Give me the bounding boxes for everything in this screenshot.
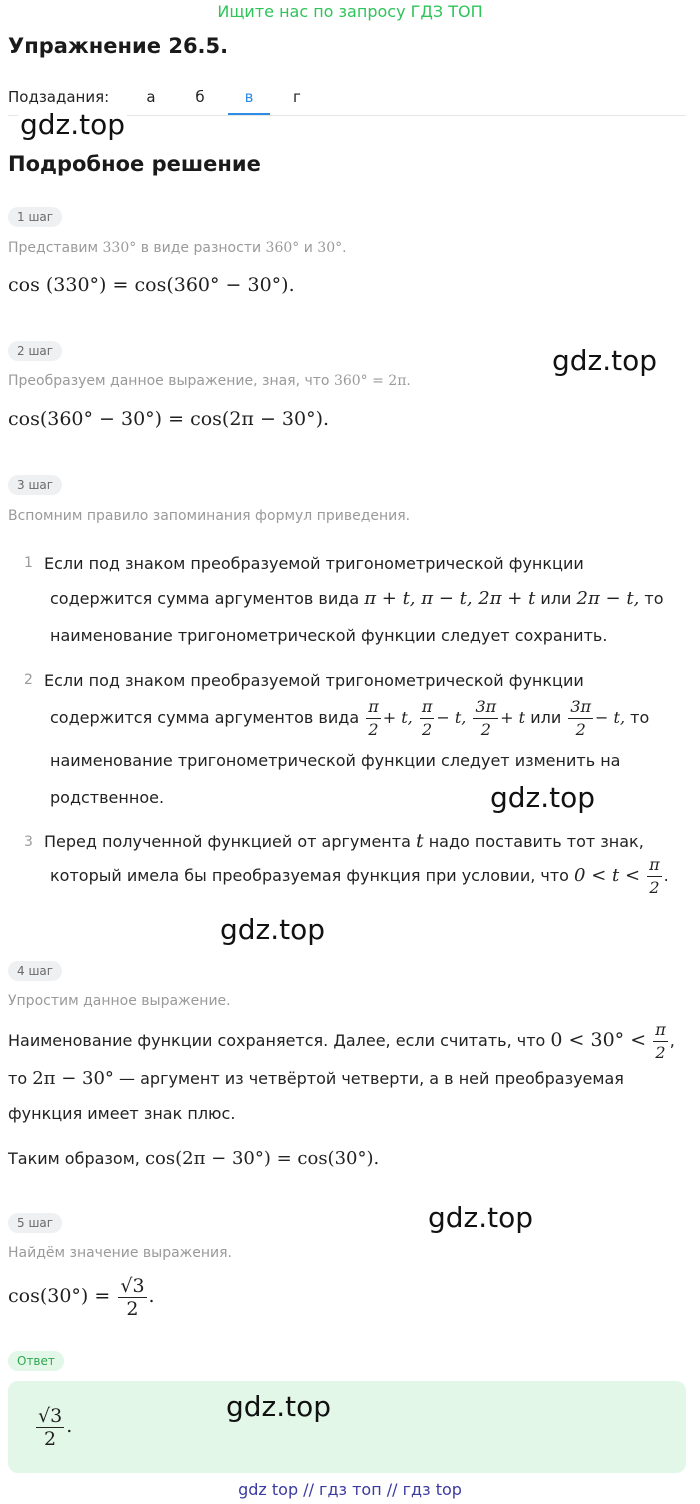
footer-links[interactable]: gdz top // гдз топ // гдз top [238,1480,462,1499]
rule-math: + t, [382,708,413,727]
page-title: Упражнение 26.5. [8,34,229,58]
hint-math: 360° = 2π. [333,373,411,389]
watermark: gdz.top [220,913,326,946]
solution-text: функция имеет знак плюс. [8,1104,236,1123]
rule-text: который имела бы преобразуемая функция при условии, что 0 < t < $\frac{\pi}{2}$ . [50,855,669,897]
rule-text: наименование тригонометрической функции следует изменить на [50,751,621,770]
formula-eq: = [112,274,129,296]
tab-b[interactable]: б [195,88,205,106]
step-hint: Упростим данное выражение. [8,993,231,1009]
promo-banner[interactable]: Ищите нас по запросу ГДЗ ТОП [217,2,483,21]
formula-line: cos(30°) = $\frac{√3}{2}$ . [8,1274,155,1320]
solution-text [8,1068,624,1089]
list-number: 1 [24,555,33,571]
step-badge: 1 шаг [8,207,62,227]
rule-math: + t [500,708,526,727]
solution-text-part: Таким образом, [8,1149,140,1168]
tab-a[interactable]: а [146,88,156,106]
fraction: $\frac{√3}{2}$ [38,1404,63,1450]
rule-text: Если под знаком преобразуемой тригонометрической функции [44,671,584,690]
tab-g[interactable]: г [293,88,301,106]
solution-math: 0 < 30° < [550,1029,647,1051]
formula-rhs: cos(360° − 30°). [134,274,295,296]
solution-text: Наименование функции сохраняется. Далее, если считать, что 0 < 30° < $\frac{\pi}{2}$ , [8,1020,675,1062]
rule-math: t [415,830,424,852]
hint-text: Представим [8,240,99,256]
fraction: $\frac{\pi}{2}$ [655,1020,666,1062]
rule-text-part: Перед полученной функцией от аргумента [44,832,411,851]
rule-text: Если под знаком преобразуемой тригонометрической функции [44,554,584,573]
section-title: Подробное решение [8,152,261,176]
fraction: $\frac{√3}{2}$ [120,1274,145,1320]
step-badge: 5 шаг [8,1213,62,1233]
answer-value: $\frac{√3}{2}$ . [38,1404,73,1450]
rule-text-part: или [530,708,562,727]
list-number: 3 [24,834,33,850]
fraction: $\frac{3\pi}{2}$ [475,697,497,739]
watermark: gdz.top [428,1201,534,1234]
rule-text [50,693,649,743]
fraction: $\frac{3\pi}{2}$ [570,697,592,739]
active-tab-indicator [228,113,270,115]
rule-text-part: то [644,589,664,608]
rule-text [50,588,664,609]
step-hint: Найдём значение выражения. [8,1245,233,1261]
rule-text-part: содержится сумма аргументов вида [50,708,360,727]
hint-text: и [303,240,313,256]
step-badge: 2 шаг [8,341,62,361]
list-number: 2 [24,672,33,688]
step-hint: Вспомним правило запоминания формул приведения. [8,508,411,524]
solution-text [8,1148,379,1169]
watermark: gdz.top [552,344,658,377]
rule-text-part: то [630,708,650,727]
rule-text [44,830,644,852]
rule-text: наименование тригонометрической функции следует сохранить. [50,626,608,645]
rule-math: − t, [595,708,626,727]
watermark: gdz.top [490,781,596,814]
fraction: $\frac{\pi}{2}$ [649,855,660,897]
step-badge: 3 шаг [8,475,62,495]
rule-text-part: который имела бы преобразуемая функция при условии, что [50,866,569,885]
solution-text-part: то [8,1069,28,1088]
rule-text-part: надо поставить тот знак, [428,832,644,851]
solution-math: 2π − 30° [32,1068,114,1089]
rule-math: 2π − t, [576,588,640,609]
tab-v[interactable]: в [244,88,254,106]
step-hint: Представим 330° в виде разности 360° и 30°. [8,240,347,256]
hint-math: 30° [317,240,343,256]
answer-box [8,1381,686,1473]
solution-text-part: — аргумент из четвёртой четверти, а в ней преобразуемая [119,1069,624,1088]
rule-math: π + t, π − t, 2π + t [364,588,536,609]
watermark: gdz.top [226,1390,332,1423]
step-badge: 4 шаг [8,961,62,981]
subtasks-label: Подзадания: [8,88,110,106]
watermark: gdz.top [20,108,126,141]
rule-text: родственное. [50,788,165,807]
hint-math: 330° [102,240,137,256]
hint-text: в виде разности [140,240,262,256]
rule-math: 0 < t < [574,865,641,886]
fraction: $\frac{\pi}{2}$ [368,697,379,739]
formula-lhs: cos(30°) = [8,1285,111,1307]
hint-math: 360° [265,240,300,256]
solution-text-part: Наименование функции сохраняется. Далее, если считать, что [8,1031,546,1050]
step-hint [8,373,411,389]
formula-line: cos(360° − 30°) = cos(2π − 30°). [8,408,330,430]
rule-math: − t, [436,708,467,727]
rule-text-part: или [540,589,572,608]
formula-lhs: cos (330°) [8,274,107,296]
fraction: $\frac{\pi}{2}$ [421,697,433,739]
formula-line [8,274,295,296]
rule-text-part: содержится сумма аргументов вида [50,589,360,608]
answer-badge: Ответ [8,1351,64,1371]
hint-text: Преобразуем данное выражение, зная, что [8,373,330,389]
solution-math: cos(2π − 30°) = cos(30°). [144,1148,380,1169]
